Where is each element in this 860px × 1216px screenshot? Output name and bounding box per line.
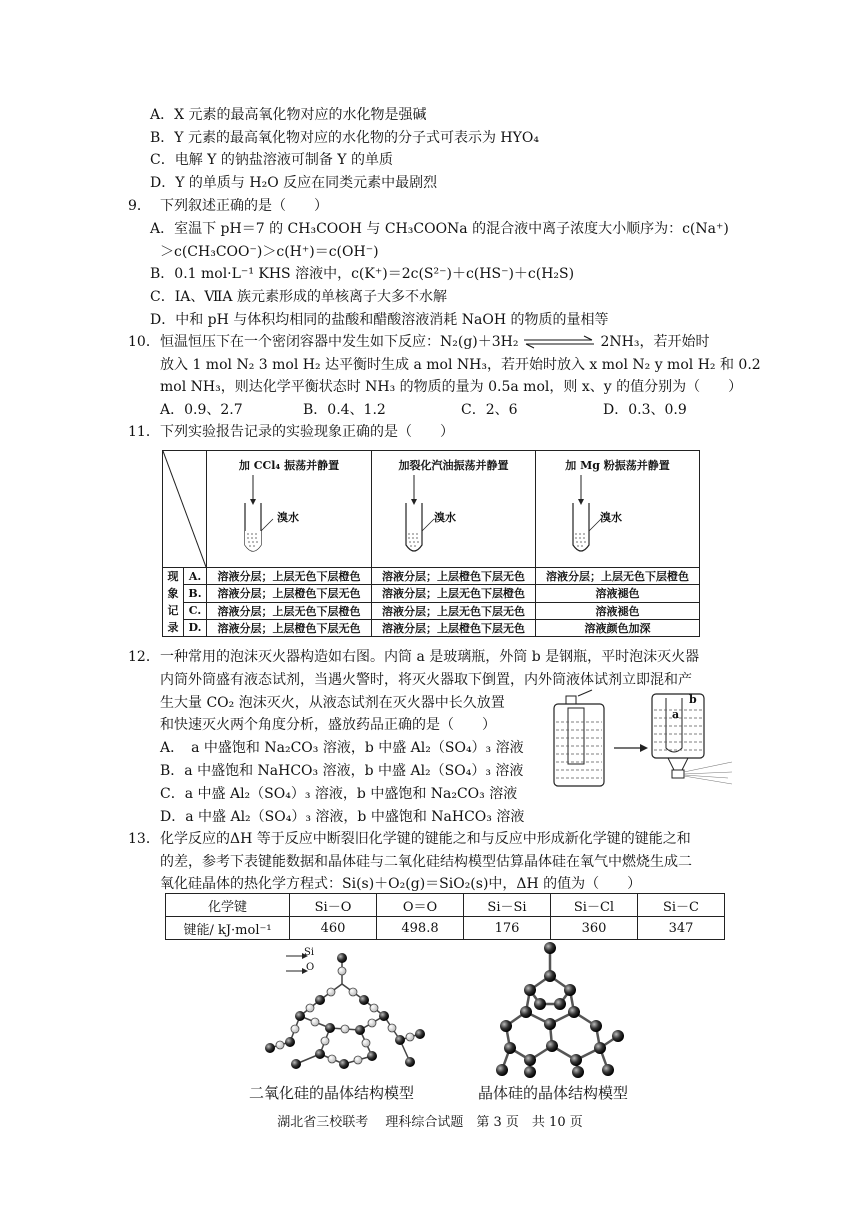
table-cell: 溶液分层；上层无色下层橙色	[207, 602, 372, 619]
table-cell: 溶液分层；上层无色下层橙色	[207, 568, 372, 585]
table-cell: 溶液分层；上层无色下层橙色	[536, 568, 700, 585]
sio2-crystal-icon	[260, 944, 440, 1079]
tube-label-2: 溴水	[434, 511, 456, 524]
q9-stem	[128, 195, 328, 217]
row-label: A.	[184, 568, 207, 585]
bond-header-row	[166, 894, 725, 917]
table-row	[163, 568, 700, 585]
table-cell: 溶液分层；上层橙色下层无色	[207, 585, 372, 602]
q12-option-b: B．a 中盛饱和 NaHCO₃ 溶液，b 中盛 Al₂（SO₄）₃ 溶液	[160, 763, 524, 779]
q9-option-b: B．0.1 mol·L⁻¹ KHS 溶液中，c(K⁺)＝2c(S²⁻)＋c(HS⁻)＋c(H₂S)	[150, 266, 575, 282]
bond-value-cell: 176	[464, 917, 551, 940]
q10-text-b: 2NH₃，若开始时	[600, 334, 710, 350]
bond-header-cell: 化学键	[166, 894, 290, 917]
q10-number: 10．	[128, 334, 160, 350]
q13-line2: 的差，参考下表键能数据和晶体硅与二氧化硅结构模型估算晶体硅在氧气中燃烧生成二	[160, 854, 692, 870]
q11-number: 11．	[128, 424, 160, 440]
q8-option-b: B．Y 元素的最高氧化物对应的水化物的分子式可表示为 HYO₄	[150, 130, 539, 146]
row-label: C.	[184, 602, 207, 619]
diagonal-corner-cell	[163, 451, 207, 568]
table-row	[163, 619, 700, 636]
q9-option-a-cont: ＞c(CH₃COO⁻)＞c(H⁺)＝c(OH⁻)	[160, 244, 379, 260]
q13-line1	[128, 828, 691, 850]
column-gasoline	[372, 451, 536, 568]
bond-value-cell: 360	[551, 917, 638, 940]
fig-label-a: a	[672, 708, 680, 721]
table-cell: 溶液褪色	[536, 585, 700, 602]
caption-sio2-model: 二氧化硅的晶体结构模型	[249, 1084, 415, 1102]
tube-label-1: 溴水	[277, 511, 299, 524]
q10-option-d: D．0.3、0.9	[603, 402, 687, 418]
q10-line1	[128, 331, 709, 353]
q13-text: 化学反应的ΔH 等于反应中断裂旧化学键的键能之和与反应中形成新化学键的键能之和	[160, 831, 691, 847]
q10-text-a: 恒温恒压下在一个密闭容器中发生如下反应：N₂(g)＋3H₂	[160, 334, 519, 350]
q9-option-a: A．室温下 pH＝7 的 CH₃COOH 与 CH₃COONa 的混合液中离子浓度大小顺序为：c(Na⁺)	[150, 221, 729, 237]
table-row	[163, 602, 700, 619]
q12-option-a: A． a 中盛饱和 Na₂CO₃ 溶液，b 中盛 Al₂（SO₄）₃ 溶液	[160, 740, 524, 756]
model-label-o: O	[306, 962, 315, 973]
q12-line3: 生大量 CO₂ 泡沫灭火，从液态试剂在灭火器中长久放置	[160, 695, 505, 711]
q12-line1	[128, 646, 699, 668]
q12-number: 12．	[128, 649, 160, 665]
bond-value-cell: 347	[638, 917, 725, 940]
q9-text: 下列叙述正确的是（ ）	[160, 198, 328, 214]
q12-option-c: C．a 中盛 Al₂（SO₄）₃ 溶液，b 中盛饱和 Na₂CO₃ 溶液	[160, 786, 518, 802]
q8-option-a: A．X 元素的最高氧化物对应的水化物是强碱	[150, 107, 427, 123]
column-header-gasoline: 加裂化汽油振荡并静置	[398, 459, 509, 472]
column-ccl4	[207, 451, 372, 568]
tube-figure-1	[207, 473, 371, 559]
row-header-char: 录	[167, 621, 179, 634]
q10-option-a: A．0.9、2.7	[160, 402, 243, 418]
row-label: B.	[184, 585, 207, 602]
bond-header-cell: O＝O	[377, 894, 464, 917]
bond-row-label: 键能/ kJ·mol⁻¹	[166, 917, 290, 940]
q12-line2: 内筒外筒盛有液态试剂，当遇火警时，将灭火器取下倒置，内外筒液体试剂立即混和产	[160, 672, 692, 688]
bond-header-cell: Si－O	[290, 894, 377, 917]
q10-line2: 放入 1 mol N₂ 3 mol H₂ 达平衡时生成 a mol NH₃，若开始时放入 x mol N₂ y mol H₂ 和 0.2	[160, 357, 761, 373]
q13-line3: 氧化硅晶体的热化学方程式：Si(s)＋O₂(g)＝SiO₂(s)中，ΔH 的值为（ ）	[160, 876, 642, 892]
bond-header-cell: Si－Si	[464, 894, 551, 917]
column-header-ccl4: 加 CCl₄ 振荡并静置	[238, 459, 340, 472]
table-cell: 溶液分层；上层橙色下层无色	[372, 619, 536, 636]
q10-option-c: C．2、6	[461, 402, 518, 418]
page-footer: 湖北省三校联考 理科综合试题 第 3 页 共 10 页	[277, 1115, 583, 1130]
column-mg	[536, 451, 700, 568]
table-cell: 溶液褪色	[536, 602, 700, 619]
q10-line3: mol NH₃，则达化学平衡状态时 NH₃ 的物质的量为 0.5a mol，则 x、y 的值分别为（ ）	[160, 379, 743, 395]
q8-option-c: C．电解 Y 的钠盐溶液可制备 Y 的单质	[150, 152, 393, 168]
fig-label-b: b	[689, 693, 697, 706]
table-cell: 溶液分层；上层橙色下层无色	[372, 568, 536, 585]
tube-figure-2	[372, 473, 535, 559]
fire-extinguisher-icon	[548, 688, 734, 796]
q9-option-d: D．中和 pH 与体积均相同的盐酸和醋酸溶液消耗 NaOH 的物质的量相等	[150, 312, 609, 328]
table-cell: 溶液分层；上层橙色下层无色	[207, 619, 372, 636]
bond-value-row	[166, 917, 725, 940]
table-cell: 溶液颜色加深	[536, 619, 700, 636]
diagonal-line-icon	[163, 451, 206, 567]
bond-energy-table	[165, 893, 725, 940]
model-label-si: Si	[304, 947, 315, 958]
q11-text: 下列实验报告记录的实验现象正确的是（ ）	[160, 424, 454, 440]
q12-line4: 和快速灭火两个角度分析，盛放药品正确的是（ ）	[160, 717, 496, 733]
sio2-model-figure	[260, 944, 440, 1079]
row-label: D.	[184, 619, 207, 636]
q9-option-c: C．ⅠA、ⅦA 族元素形成的单核离子大多不水解	[150, 289, 447, 305]
row-header-cell	[163, 568, 184, 637]
tube-label-3: 溴水	[600, 511, 622, 524]
bond-value-cell: 460	[290, 917, 377, 940]
q13-number: 13．	[128, 831, 160, 847]
bond-header-cell: Si－Cl	[551, 894, 638, 917]
row-header-char: 记	[167, 604, 179, 617]
si-model-figure	[496, 942, 626, 1078]
experiment-table	[162, 450, 700, 637]
fire-extinguisher-figure	[548, 688, 734, 796]
q10-option-b: B．0.4、1.2	[303, 402, 386, 418]
table-row	[163, 585, 700, 602]
q12-option-d: D．a 中盛 Al₂（SO₄）₃ 溶液，b 中盛饱和 NaHCO₃ 溶液	[160, 809, 525, 825]
row-header-char: 象	[167, 587, 179, 600]
table-cell: 溶液分层；上层无色下层无色	[372, 602, 536, 619]
q9-number: 9．	[128, 198, 151, 214]
q12-text: 一种常用的泡沫灭火器构造如右图。内筒 a 是玻璃瓶，外筒 b 是钢瓶，平时泡沫灭火器	[160, 649, 700, 665]
experiment-header-row	[163, 451, 700, 568]
bond-header-cell: Si－C	[638, 894, 725, 917]
tube-figure-3	[536, 473, 699, 559]
table-cell: 溶液分层；上层无色下层橙色	[372, 585, 536, 602]
bond-value-cell: 498.8	[377, 917, 464, 940]
equilibrium-arrow-icon	[522, 335, 596, 349]
si-crystal-icon	[496, 942, 626, 1078]
row-header-char: 现	[167, 570, 179, 583]
column-header-mg: 加 Mg 粉振荡并静置	[565, 459, 670, 472]
caption-si-model: 晶体硅的晶体结构模型	[478, 1084, 629, 1102]
q11-stem	[128, 421, 454, 443]
q8-option-d: D．Y 的单质与 H₂O 反应在同类元素中最剧烈	[150, 175, 438, 191]
